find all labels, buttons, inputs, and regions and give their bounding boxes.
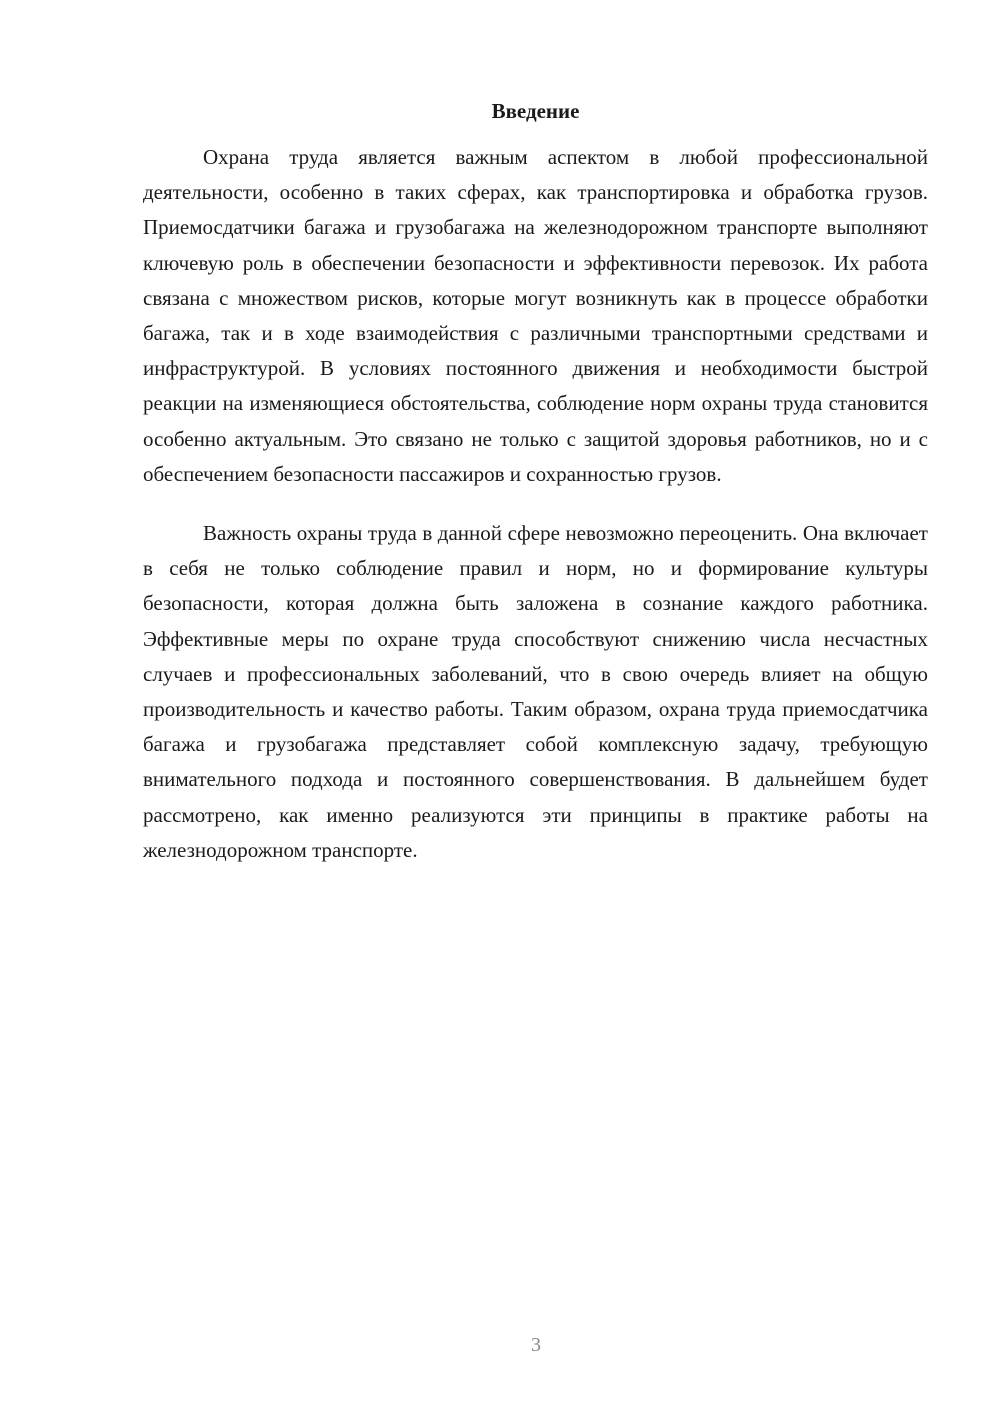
section-title: Введение <box>491 99 580 123</box>
page-number: 3 <box>531 1334 541 1356</box>
page-content <box>143 94 928 868</box>
body-paragraph-1: Охрана труда является важным аспектом в любой профессиональной деятельности, особенно в таких сферах, как транспортировка и обработка грузов. Приемосдатчики багажа и грузобагажа на железнодорожном транспорте выполняют ключевую роль в обеспечении безопасности и эффективности перевозок. Их работа связана с множеством рисков, которые могут возникнуть как в процессе обработки багажа, так и в ходе взаимодействия с различными транспортными средствами и инфраструктурой. В условиях постоянного движения и необходимости быстрой реакции на изменяющиеся обстоятельства, соблюдение норм охраны труда становится особенно актуальным. Это связано не только с защитой здоровья работников, но и с обеспечением безопасности пассажиров и сохранностью грузов. <box>143 145 928 486</box>
body-paragraph-2: Важность охраны труда в данной сфере невозможно переоценить. Она включает в себя не только соблюдение правил и норм, но и формирование культуры безопасности, которая должна быть заложена в сознание каждого работника. Эффективные меры по охране труда способствуют снижению числа несчастных случаев и профессиональных заболеваний, что в свою очередь влияет на общую производительность и качество работы. Таким образом, охрана труда приемосдатчика багажа и грузобагажа представляет собой комплексную задачу, требующую внимательного подхода и постоянного совершенствования. В дальнейшем будет рассмотрено, как именно реализуются эти принципы в практике работы на железнодорожном транспорте. <box>143 521 928 862</box>
